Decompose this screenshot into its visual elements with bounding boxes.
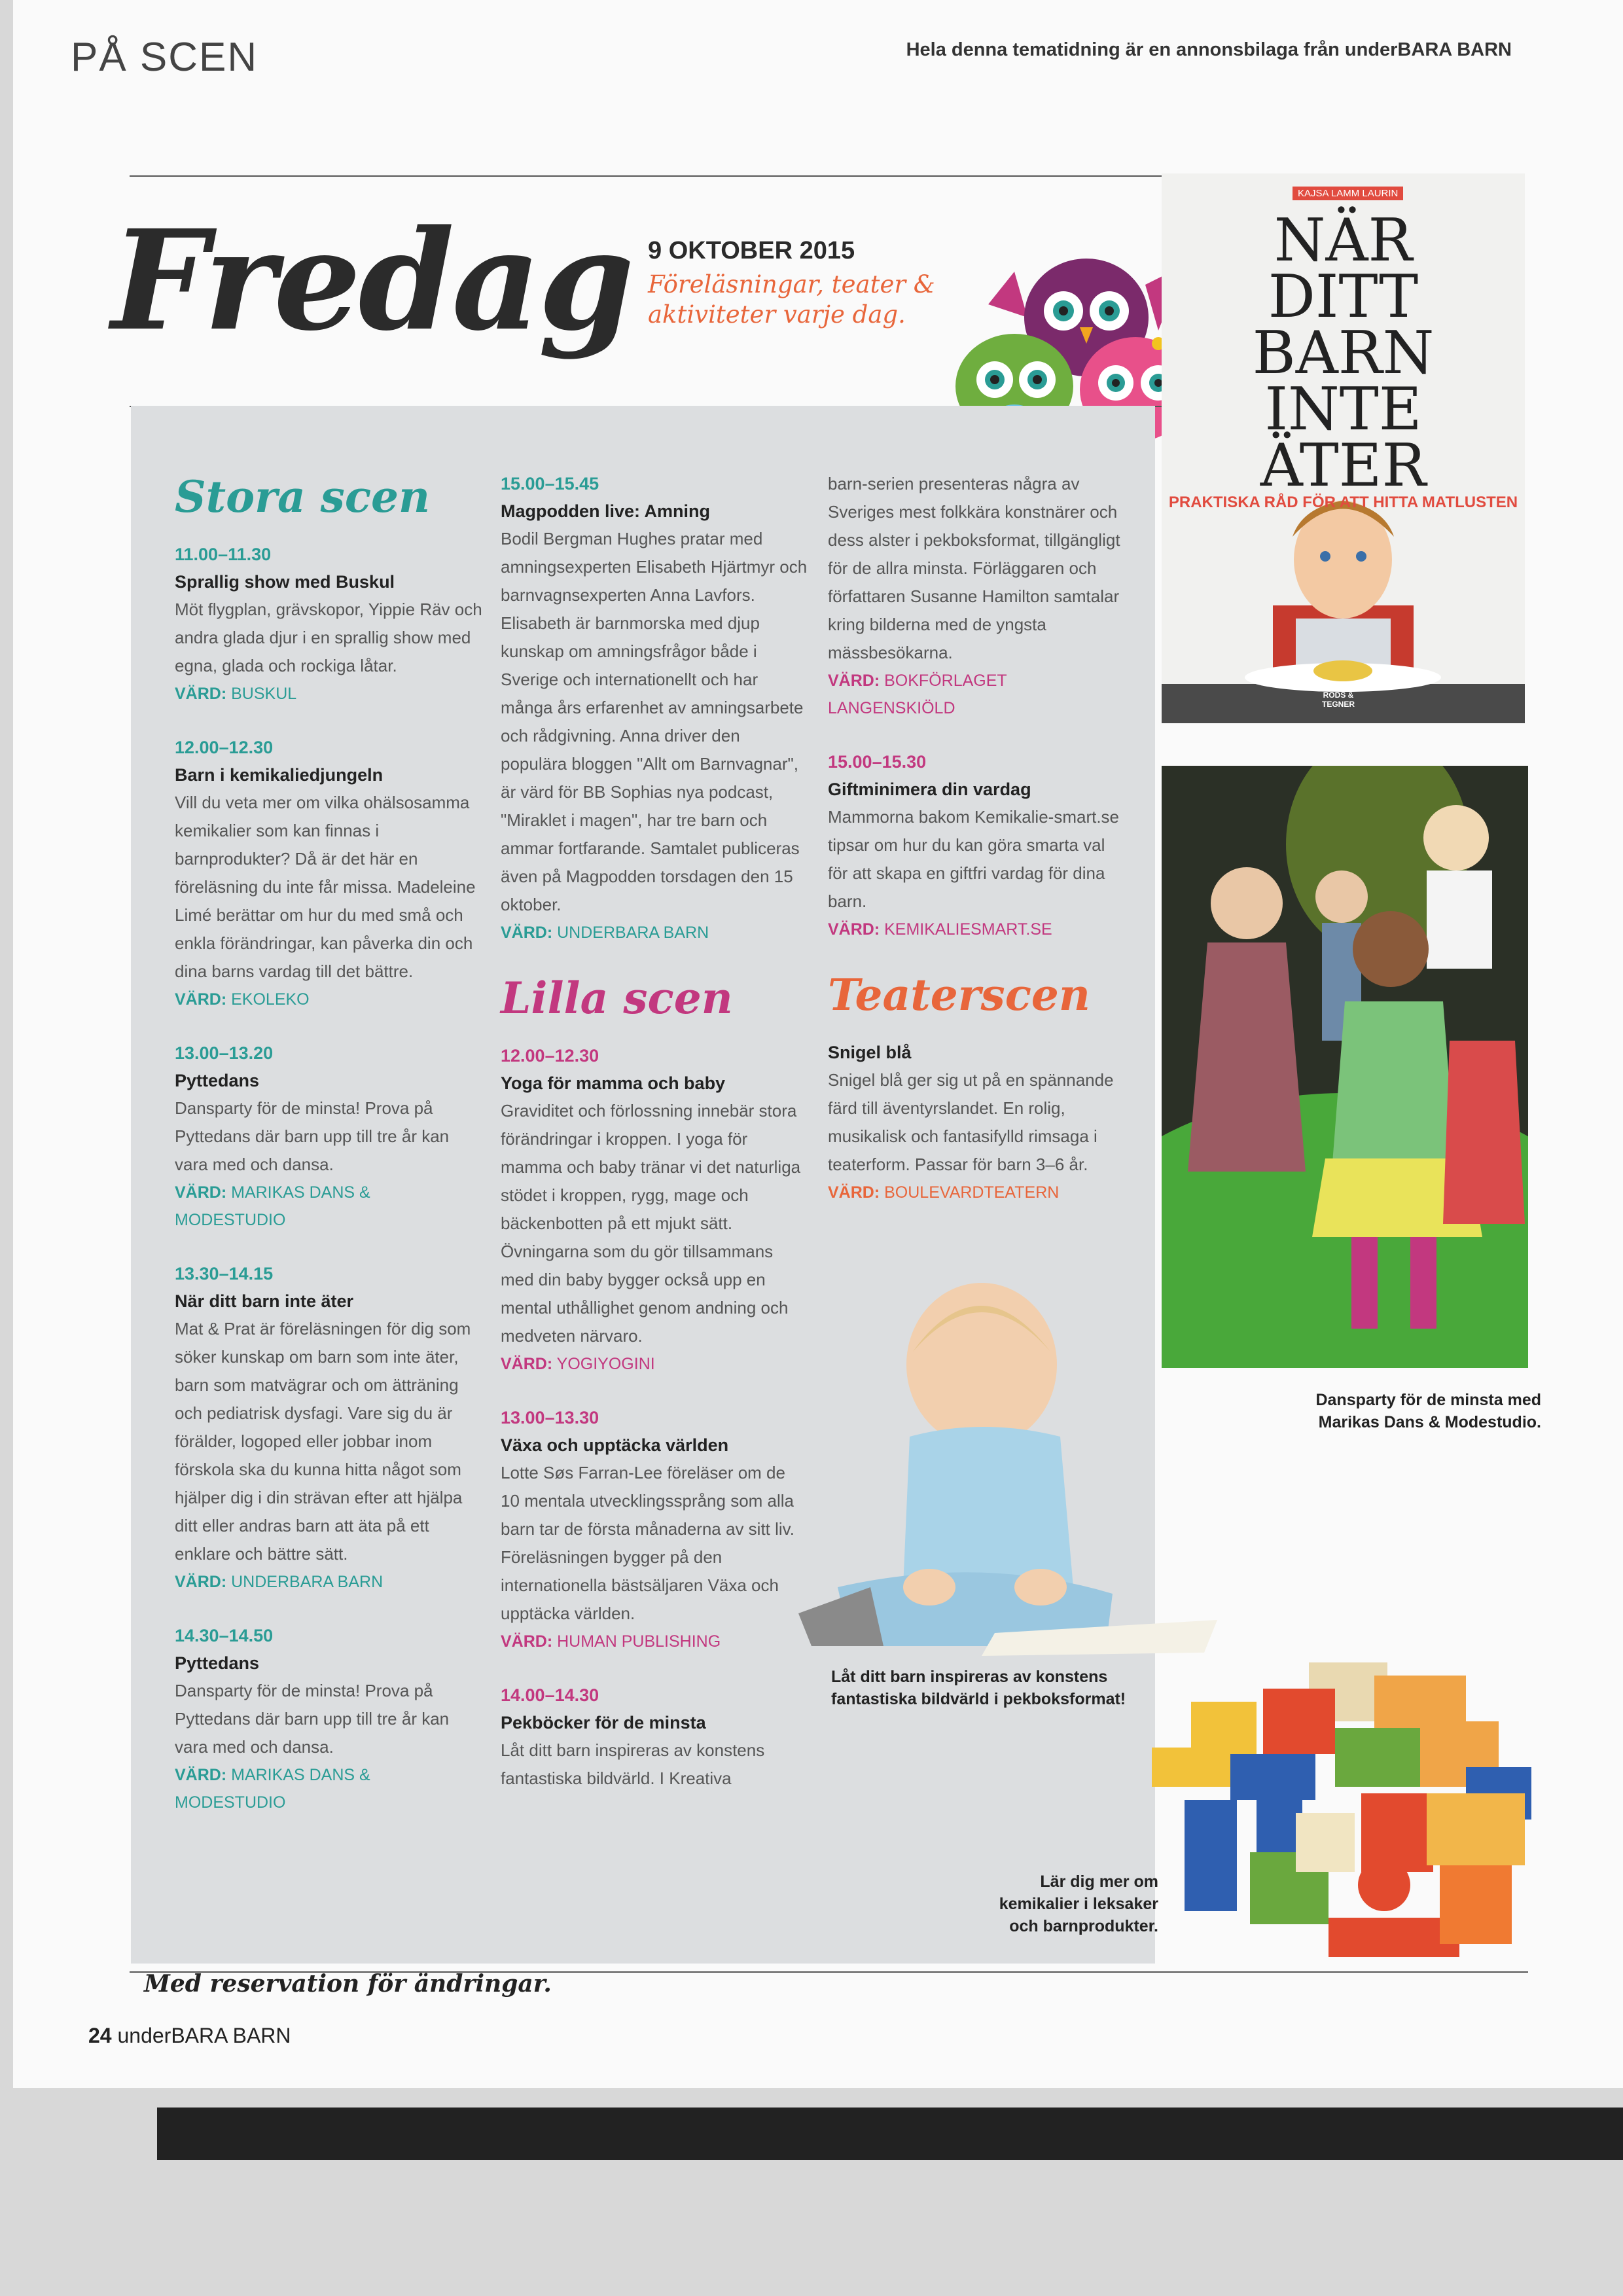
column-right <box>828 470 1122 1232</box>
book-subtitle: PRAKTISKA RÅD FÖR ATT HITTA MATLUSTEN <box>1168 493 1518 511</box>
wooden-blocks-photo <box>1139 1649 1544 1964</box>
baby-caption: Låt ditt barn inspireras av konstens fantastiska bildvärld i pekboksformat! <box>831 1668 1126 1708</box>
event-item <box>501 1404 808 1655</box>
event-time: 14.00–14.30 <box>501 1685 599 1705</box>
event-title: Snigel blå <box>828 1043 912 1062</box>
event-item <box>501 1042 808 1378</box>
day-title: Fredag <box>111 200 632 361</box>
event-title: Barn i kemikaliedjungeln <box>175 765 383 785</box>
event-item <box>175 734 482 1013</box>
venue-heading-stora-scen: Stora scen <box>175 471 431 522</box>
event-time: 14.30–14.50 <box>175 1626 274 1645</box>
event-item <box>828 748 1122 943</box>
column-middle <box>501 470 808 1819</box>
event-title: Yoga för mamma och baby <box>501 1073 726 1093</box>
event-item <box>501 470 808 946</box>
event-description: Mat & Prat är föreläsningen för dig som söker kunskap om barn som inte äter, barn som matvägrar och om ätträning och pediatrisk dysfagi. Vare sig du är förälder, logoped eller jobbar inom förskola ska du kunna hitta något som hjälper dig i din strävan efter att hjälpa ditt eller andras barn att äta på ett enklare och bättre sätt. <box>175 1319 471 1564</box>
tagline: Föreläsningar, teater & aktiviteter varje dag. <box>648 270 935 329</box>
dance-photo <box>1162 766 1528 1368</box>
event-item <box>175 1039 482 1234</box>
event-description: Dansparty för de minsta! Prova på Pyttedans där barn upp till tre år kan vara med och dansa. <box>175 1098 450 1174</box>
event-host: VÄRD: MARIKAS DANS & MODESTUDIO <box>175 1766 370 1812</box>
event-description: Snigel blå ger sig ut på en spännande färd till äventyrslandet. En rolig, musikalisk och fantasifylld rimsaga i teaterform. Passar för barn 3–6 år. <box>828 1070 1114 1174</box>
dance-photo-art <box>1162 766 1528 1368</box>
event-item <box>501 1681 808 1793</box>
event-time: 15.00–15.30 <box>828 752 927 772</box>
event-title: Giftminimera din vardag <box>828 780 1031 799</box>
event-item <box>175 1622 482 1816</box>
event-item <box>175 1260 482 1596</box>
page-number: 24 <box>88 2024 112 2047</box>
event-title: Pyttedans <box>175 1071 260 1090</box>
event-host: VÄRD: YOGIYOGINI <box>501 1355 655 1373</box>
event-title: Pyttedans <box>175 1653 260 1673</box>
folio <box>88 2024 291 2048</box>
event-host: VÄRD: BUSKUL <box>175 685 297 703</box>
event-time: 12.00–12.30 <box>175 738 274 757</box>
stora-scen-events <box>175 541 482 1816</box>
top-rule <box>130 175 1173 177</box>
event-title: Växa och upptäcka världen <box>501 1435 729 1455</box>
event-host: VÄRD: HUMAN PUBLISHING <box>501 1632 721 1651</box>
event-title: Magpodden live: Amning <box>501 501 710 521</box>
event-host: VÄRD: EKOLEKO <box>175 990 310 1009</box>
event-title: När ditt barn inte äter <box>175 1291 354 1311</box>
event-time: 13.30–14.15 <box>175 1264 274 1283</box>
stora-scen-continued-events <box>501 470 808 946</box>
event-description: Lotte Søs Farran-Lee föreläser om de 10 mentala utvecklingssprång som alla barn tar de första månaderna av sitt liv. Föreläsningen bygger på den internationella bästsäljaren Växa och upptäcka världen. <box>501 1463 794 1623</box>
girl-dress-floral <box>1188 942 1306 1172</box>
event-title: Sprallig show med Buskul <box>175 572 395 592</box>
event-description: Graviditet och förlossning innebär stora förändringar i kroppen. I yoga för mamma och baby tränar vi det naturliga stödet i kroppen, rygg, mage och bäckenbotten på ett mjukt sätt. Övningarna som du gör tillsammans med din baby bygger också upp en mental uthållighet genom andning och medveten närvaro. <box>501 1101 801 1346</box>
section-label: PÅ SCEN <box>71 35 259 80</box>
owl-wing-left <box>988 272 1027 317</box>
event-item <box>175 541 482 708</box>
publication-name: underBARA BARN <box>117 2024 291 2047</box>
column-stora-scen <box>175 471 482 1842</box>
book-cover <box>1162 173 1525 723</box>
supplement-note: Hela denna tematidning är en annonsbilaga från underBARA BARN <box>906 39 1512 60</box>
event-host: VÄRD: BOULEVARDTEATERN <box>828 1183 1060 1202</box>
event-description: Mammorna bakom Kemikalie-smart.se tipsar om hur du kan göra smarta val för att skapa en giftfri vardag för dina barn. <box>828 807 1120 911</box>
event-continued-desc: barn-serien presenteras några av Sveriges mest folkkära konstnärer och dess alster i pekboksformat, tillgängligt för de allra minsta. Förläggaren och författaren Susanne Hamilton samtalar kring bilderna med de yngsta mässbesökarna. <box>828 474 1120 662</box>
lilla-scen-events <box>501 1042 808 1793</box>
event-time: 13.00–13.20 <box>175 1043 274 1063</box>
event-title: Pekböcker för de minsta <box>501 1713 706 1732</box>
page-shadow <box>157 2108 1623 2160</box>
book-title: NÄR DITT BARN INTE ÄTER <box>1252 206 1435 500</box>
event-description: Möt flygplan, grävskopor, Yippie Räv och andra glada djur i en sprallig show med egna, glada och rockiga låtar. <box>175 600 482 675</box>
date-line: 9 OKTOBER 2015 <box>648 237 855 264</box>
event-time: 13.00–13.30 <box>501 1408 599 1427</box>
event-time: 12.00–12.30 <box>501 1046 599 1066</box>
event-host: VÄRD: KEMIKALIESMART.SE <box>828 920 1052 939</box>
blocks-caption: Lär dig mer om kemikalier i leksaker och barnprodukter. <box>999 1873 1158 1935</box>
reservation-note: Med reservation för ändringar. <box>144 1970 552 1998</box>
event-host: VÄRD: UNDERBARA BARN <box>501 924 709 942</box>
book-publisher: RODS & TEGNER <box>1321 691 1355 709</box>
lilla-scen-continued-events <box>828 748 1122 943</box>
book-author: KAJSA LAMM LAURIN <box>1293 187 1403 200</box>
girl-green-shirt <box>1332 1001 1456 1172</box>
baby-tank-top <box>903 1427 1073 1587</box>
event-continued <box>828 470 1122 722</box>
event-description: Dansparty för de minsta! Prova på Pyttedans där barn upp till tre år kan vara med och dansa. <box>175 1681 450 1757</box>
magazine-page <box>13 0 1623 2088</box>
event-continued-host: VÄRD: BOKFÖRLAGET LANGENSKIÖLD <box>828 672 1007 717</box>
venue-heading-teaterscen: Teaterscen <box>828 969 1090 1020</box>
event-description: Bodil Bergman Hughes pratar med amningsexperten Elisabeth Hjärtmyr och barnvagnsexperten Anna Lavfors. Elisabeth är barnmorska med djup kunskap om amningsfrågor både i Sverige och internationellt och har många års erfarenhet av amningsarbete och rådgivning. Anna driver den populära bloggen "Allt om Barnvagnar", är värd för BB Sophias nya podcast, "Miraklet i magen", har tre barn och ammar fortfarande. Samtalet publiceras även på Magpodden torsdagen den 15 oktober. <box>501 529 808 914</box>
teaterscen-events <box>828 1039 1122 1206</box>
event-description: Vill du veta mer om vilka ohälsosamma kemikalier som kan finnas i barnprodukter? Då är det här en föreläsning du inte får missa. Madeleine Limé berättar om hur du med små och enkla förändringar, kan påverka din och dina barns vardag till det bättre. <box>175 793 476 981</box>
event-time: 11.00–11.30 <box>175 545 272 564</box>
baby-photo <box>798 1280 1217 1672</box>
venue-heading-lilla-scen: Lilla scen <box>501 973 733 1024</box>
event-time: 15.00–15.45 <box>501 474 599 493</box>
event-host: VÄRD: UNDERBARA BARN <box>175 1573 383 1591</box>
event-host: VÄRD: MARIKAS DANS & MODESTUDIO <box>175 1183 370 1229</box>
event-item <box>828 1039 1122 1206</box>
event-description: Låt ditt barn inspireras av konstens fantastiska bildvärld. I Kreativa <box>501 1740 765 1788</box>
dance-caption: Dansparty för de minsta med Marikas Dans & Modestudio. <box>1315 1391 1541 1431</box>
